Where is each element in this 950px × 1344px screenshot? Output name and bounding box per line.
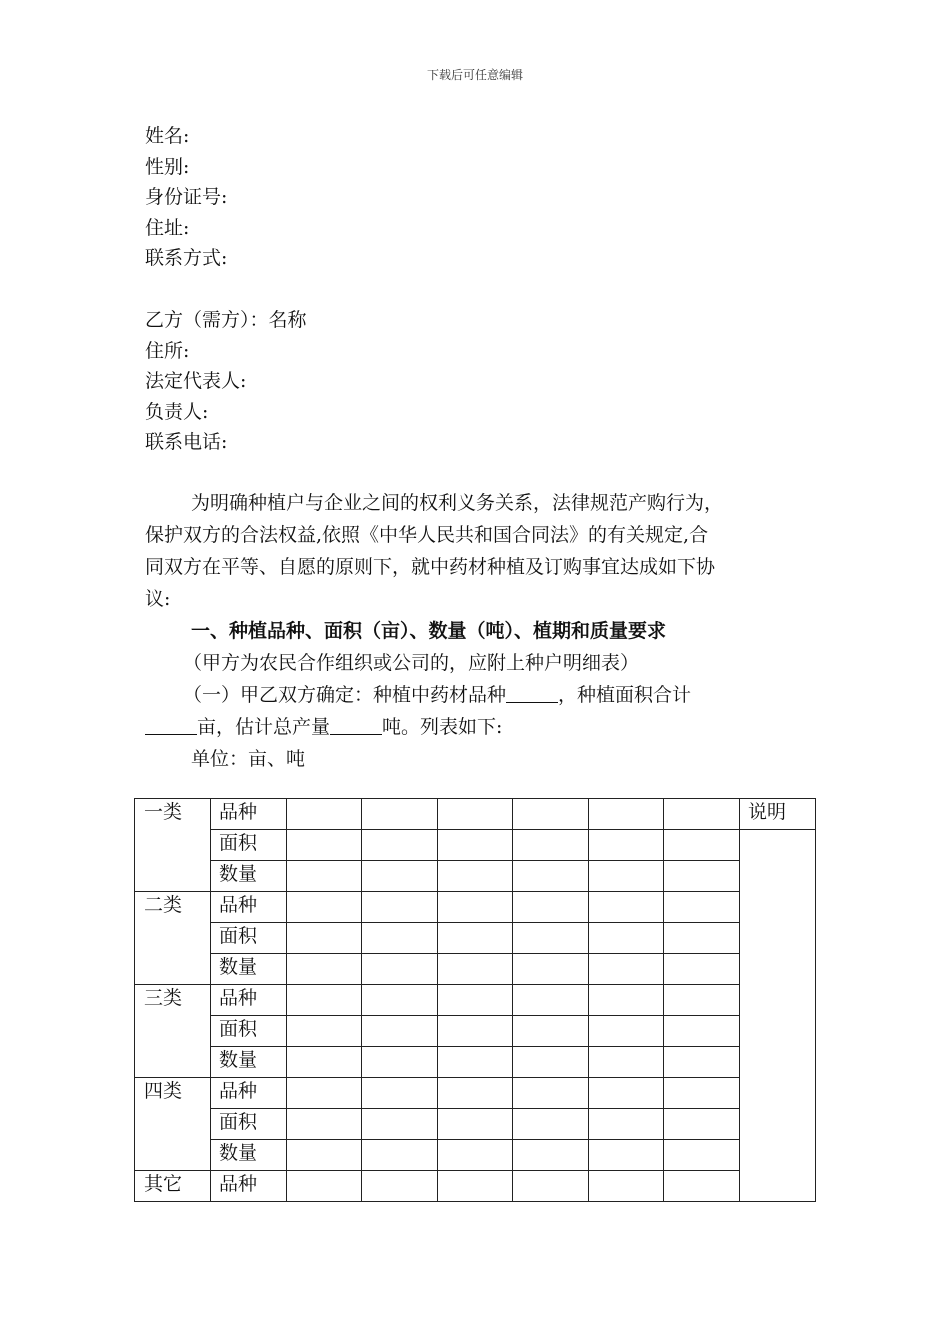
table-row xyxy=(135,1047,816,1078)
section-1-heading: 一、种植品种、面积（亩）、数量（吨）、植期和质量要求 xyxy=(191,620,667,642)
entry-cell[interactable] xyxy=(287,1047,362,1078)
entry-cell[interactable] xyxy=(362,861,438,892)
table-row xyxy=(135,1109,816,1140)
entry-cell[interactable] xyxy=(589,861,664,892)
party-a-contact-field: 联系方式: xyxy=(145,247,228,269)
entry-cell[interactable] xyxy=(287,1016,362,1047)
entry-cell[interactable] xyxy=(362,1140,438,1171)
entry-cell[interactable] xyxy=(513,954,589,985)
section-1-note: （甲方为农民合作组织或公司的，应附上种户明细表） xyxy=(183,652,640,674)
entry-cell[interactable] xyxy=(664,1109,740,1140)
row-label-cell: 品种 xyxy=(211,799,287,830)
entry-cell[interactable] xyxy=(362,1109,438,1140)
entry-cell[interactable] xyxy=(664,1016,740,1047)
entry-cell[interactable] xyxy=(513,1016,589,1047)
remark-header-cell: 说明 xyxy=(740,799,816,830)
item-1-text-a: （一）甲乙双方确定：种植中药材品种 xyxy=(183,684,507,706)
table-row xyxy=(135,830,816,861)
entry-cell[interactable] xyxy=(438,923,513,954)
entry-cell[interactable] xyxy=(362,923,438,954)
entry-cell[interactable] xyxy=(589,1171,664,1202)
entry-cell[interactable] xyxy=(664,1140,740,1171)
entry-cell[interactable] xyxy=(513,861,589,892)
entry-cell[interactable] xyxy=(362,1016,438,1047)
row-label-cell: 品种 xyxy=(211,1171,287,1202)
entry-cell[interactable] xyxy=(362,830,438,861)
table-row xyxy=(135,799,816,830)
row-label-cell: 数量 xyxy=(211,861,287,892)
entry-cell[interactable] xyxy=(589,1016,664,1047)
entry-cell[interactable] xyxy=(589,923,664,954)
table-row xyxy=(135,892,816,923)
party-b-legal-rep-field: 法定代表人: xyxy=(145,370,247,392)
table-row xyxy=(135,861,816,892)
entry-cell[interactable] xyxy=(664,892,740,923)
entry-cell[interactable] xyxy=(589,799,664,830)
table-row xyxy=(135,954,816,985)
entry-cell[interactable] xyxy=(513,1047,589,1078)
entry-cell[interactable] xyxy=(589,892,664,923)
table-row xyxy=(135,985,816,1016)
row-label-cell: 品种 xyxy=(211,1078,287,1109)
entry-cell[interactable] xyxy=(513,892,589,923)
entry-cell[interactable] xyxy=(438,1016,513,1047)
item-1-text-c: 亩，估计总产量 xyxy=(197,716,331,738)
entry-cell[interactable] xyxy=(438,1078,513,1109)
entry-cell[interactable] xyxy=(287,1109,362,1140)
entry-cell[interactable] xyxy=(664,1171,740,1202)
entry-cell[interactable] xyxy=(438,861,513,892)
entry-cell[interactable] xyxy=(438,799,513,830)
entry-cell[interactable] xyxy=(362,1171,438,1202)
entry-cell[interactable] xyxy=(513,830,589,861)
category-cell: 二类 xyxy=(135,892,211,985)
entry-cell[interactable] xyxy=(438,1171,513,1202)
entry-cell[interactable] xyxy=(589,1047,664,1078)
row-label-cell: 数量 xyxy=(211,1047,287,1078)
row-label-cell: 数量 xyxy=(211,1140,287,1171)
entry-cell[interactable] xyxy=(362,1047,438,1078)
preamble-line-2: 保护双方的合法权益,依照《中华人民共和国合同法》的有关规定,合 xyxy=(145,524,709,546)
category-cell: 其它 xyxy=(135,1171,211,1202)
entry-cell[interactable] xyxy=(438,892,513,923)
party-b-residence-field: 住所: xyxy=(145,339,190,362)
entry-cell[interactable] xyxy=(362,954,438,985)
entry-cell[interactable] xyxy=(589,1078,664,1109)
entry-cell[interactable] xyxy=(513,1140,589,1171)
entry-cell[interactable] xyxy=(589,985,664,1016)
preamble-line-1: 为明确种植户与企业之间的权利义务关系，法律规范产购行为， xyxy=(191,492,724,514)
item-1-text-d: 吨。列表如下: xyxy=(382,716,503,738)
entry-cell[interactable] xyxy=(513,1171,589,1202)
entry-cell[interactable] xyxy=(287,799,362,830)
entry-cell[interactable] xyxy=(362,892,438,923)
entry-cell[interactable] xyxy=(287,861,362,892)
entry-cell[interactable] xyxy=(438,954,513,985)
planting-table xyxy=(134,798,816,1202)
row-label-cell: 面积 xyxy=(211,830,287,861)
entry-cell[interactable] xyxy=(287,830,362,861)
entry-cell[interactable] xyxy=(664,799,740,830)
entry-cell[interactable] xyxy=(664,923,740,954)
category-cell: 三类 xyxy=(135,985,211,1078)
entry-cell[interactable] xyxy=(438,1140,513,1171)
entry-cell[interactable] xyxy=(513,923,589,954)
row-label-cell: 品种 xyxy=(211,892,287,923)
section-1-item-1 xyxy=(145,679,813,711)
party-a-info xyxy=(145,121,227,274)
row-label-cell: 面积 xyxy=(211,1109,287,1140)
unit-label: 单位：亩、吨 xyxy=(191,748,306,770)
entry-cell[interactable] xyxy=(589,1140,664,1171)
entry-cell[interactable] xyxy=(664,830,740,861)
entry-cell[interactable] xyxy=(664,985,740,1016)
party-b-title: 乙方（需方）：名称 xyxy=(145,309,307,331)
table-row xyxy=(135,1140,816,1171)
category-cell: 一类 xyxy=(135,799,211,892)
party-b-phone-field: 联系电话: xyxy=(145,431,228,453)
entry-cell[interactable] xyxy=(589,830,664,861)
entry-cell[interactable] xyxy=(589,1109,664,1140)
table-row xyxy=(135,1078,816,1109)
entry-cell[interactable] xyxy=(664,1078,740,1109)
category-cell: 四类 xyxy=(135,1078,211,1171)
party-a-id-field: 身份证号: xyxy=(145,186,228,208)
entry-cell[interactable] xyxy=(287,923,362,954)
table-row xyxy=(135,923,816,954)
party-b-info xyxy=(145,305,307,458)
entry-cell[interactable] xyxy=(438,1047,513,1078)
entry-cell[interactable] xyxy=(438,985,513,1016)
entry-cell[interactable] xyxy=(362,799,438,830)
output-blank xyxy=(330,714,382,735)
entry-cell[interactable] xyxy=(438,1109,513,1140)
contract-body xyxy=(145,487,813,775)
entry-cell[interactable] xyxy=(287,1171,362,1202)
entry-cell[interactable] xyxy=(513,1109,589,1140)
entry-cell[interactable] xyxy=(287,985,362,1016)
entry-cell[interactable] xyxy=(287,1140,362,1171)
entry-cell[interactable] xyxy=(287,1078,362,1109)
entry-cell[interactable] xyxy=(287,892,362,923)
row-label-cell: 品种 xyxy=(211,985,287,1016)
variety-blank xyxy=(506,682,558,703)
preamble-line-4: 议: xyxy=(145,588,171,610)
entry-cell[interactable] xyxy=(362,1078,438,1109)
table-row xyxy=(135,1016,816,1047)
area-blank xyxy=(145,714,197,735)
entry-cell[interactable] xyxy=(664,861,740,892)
party-a-address-field: 住址: xyxy=(145,216,190,239)
party-a-name-field: 姓名: xyxy=(145,125,190,147)
entry-cell[interactable] xyxy=(589,954,664,985)
party-b-manager-field: 负责人: xyxy=(145,400,209,423)
section-1-item-1-cont xyxy=(145,711,813,743)
entry-cell[interactable] xyxy=(513,985,589,1016)
row-label-cell: 数量 xyxy=(211,954,287,985)
entry-cell[interactable] xyxy=(664,954,740,985)
entry-cell[interactable] xyxy=(438,830,513,861)
item-1-text-b: ，种植面积合计 xyxy=(558,684,692,706)
remark-cell[interactable] xyxy=(740,830,816,1202)
entry-cell[interactable] xyxy=(513,799,589,830)
table-row xyxy=(135,1171,816,1202)
entry-cell[interactable] xyxy=(362,985,438,1016)
row-label-cell: 面积 xyxy=(211,1016,287,1047)
entry-cell[interactable] xyxy=(287,954,362,985)
row-label-cell: 面积 xyxy=(211,923,287,954)
preamble-line-3: 同双方在平等、自愿的原则下，就中药材种植及订购事宜达成如下协 xyxy=(145,556,716,578)
entry-cell[interactable] xyxy=(513,1078,589,1109)
party-a-gender-field: 性别: xyxy=(145,155,190,178)
header-note: 下载后可任意编辑 xyxy=(426,68,523,82)
entry-cell[interactable] xyxy=(664,1047,740,1078)
